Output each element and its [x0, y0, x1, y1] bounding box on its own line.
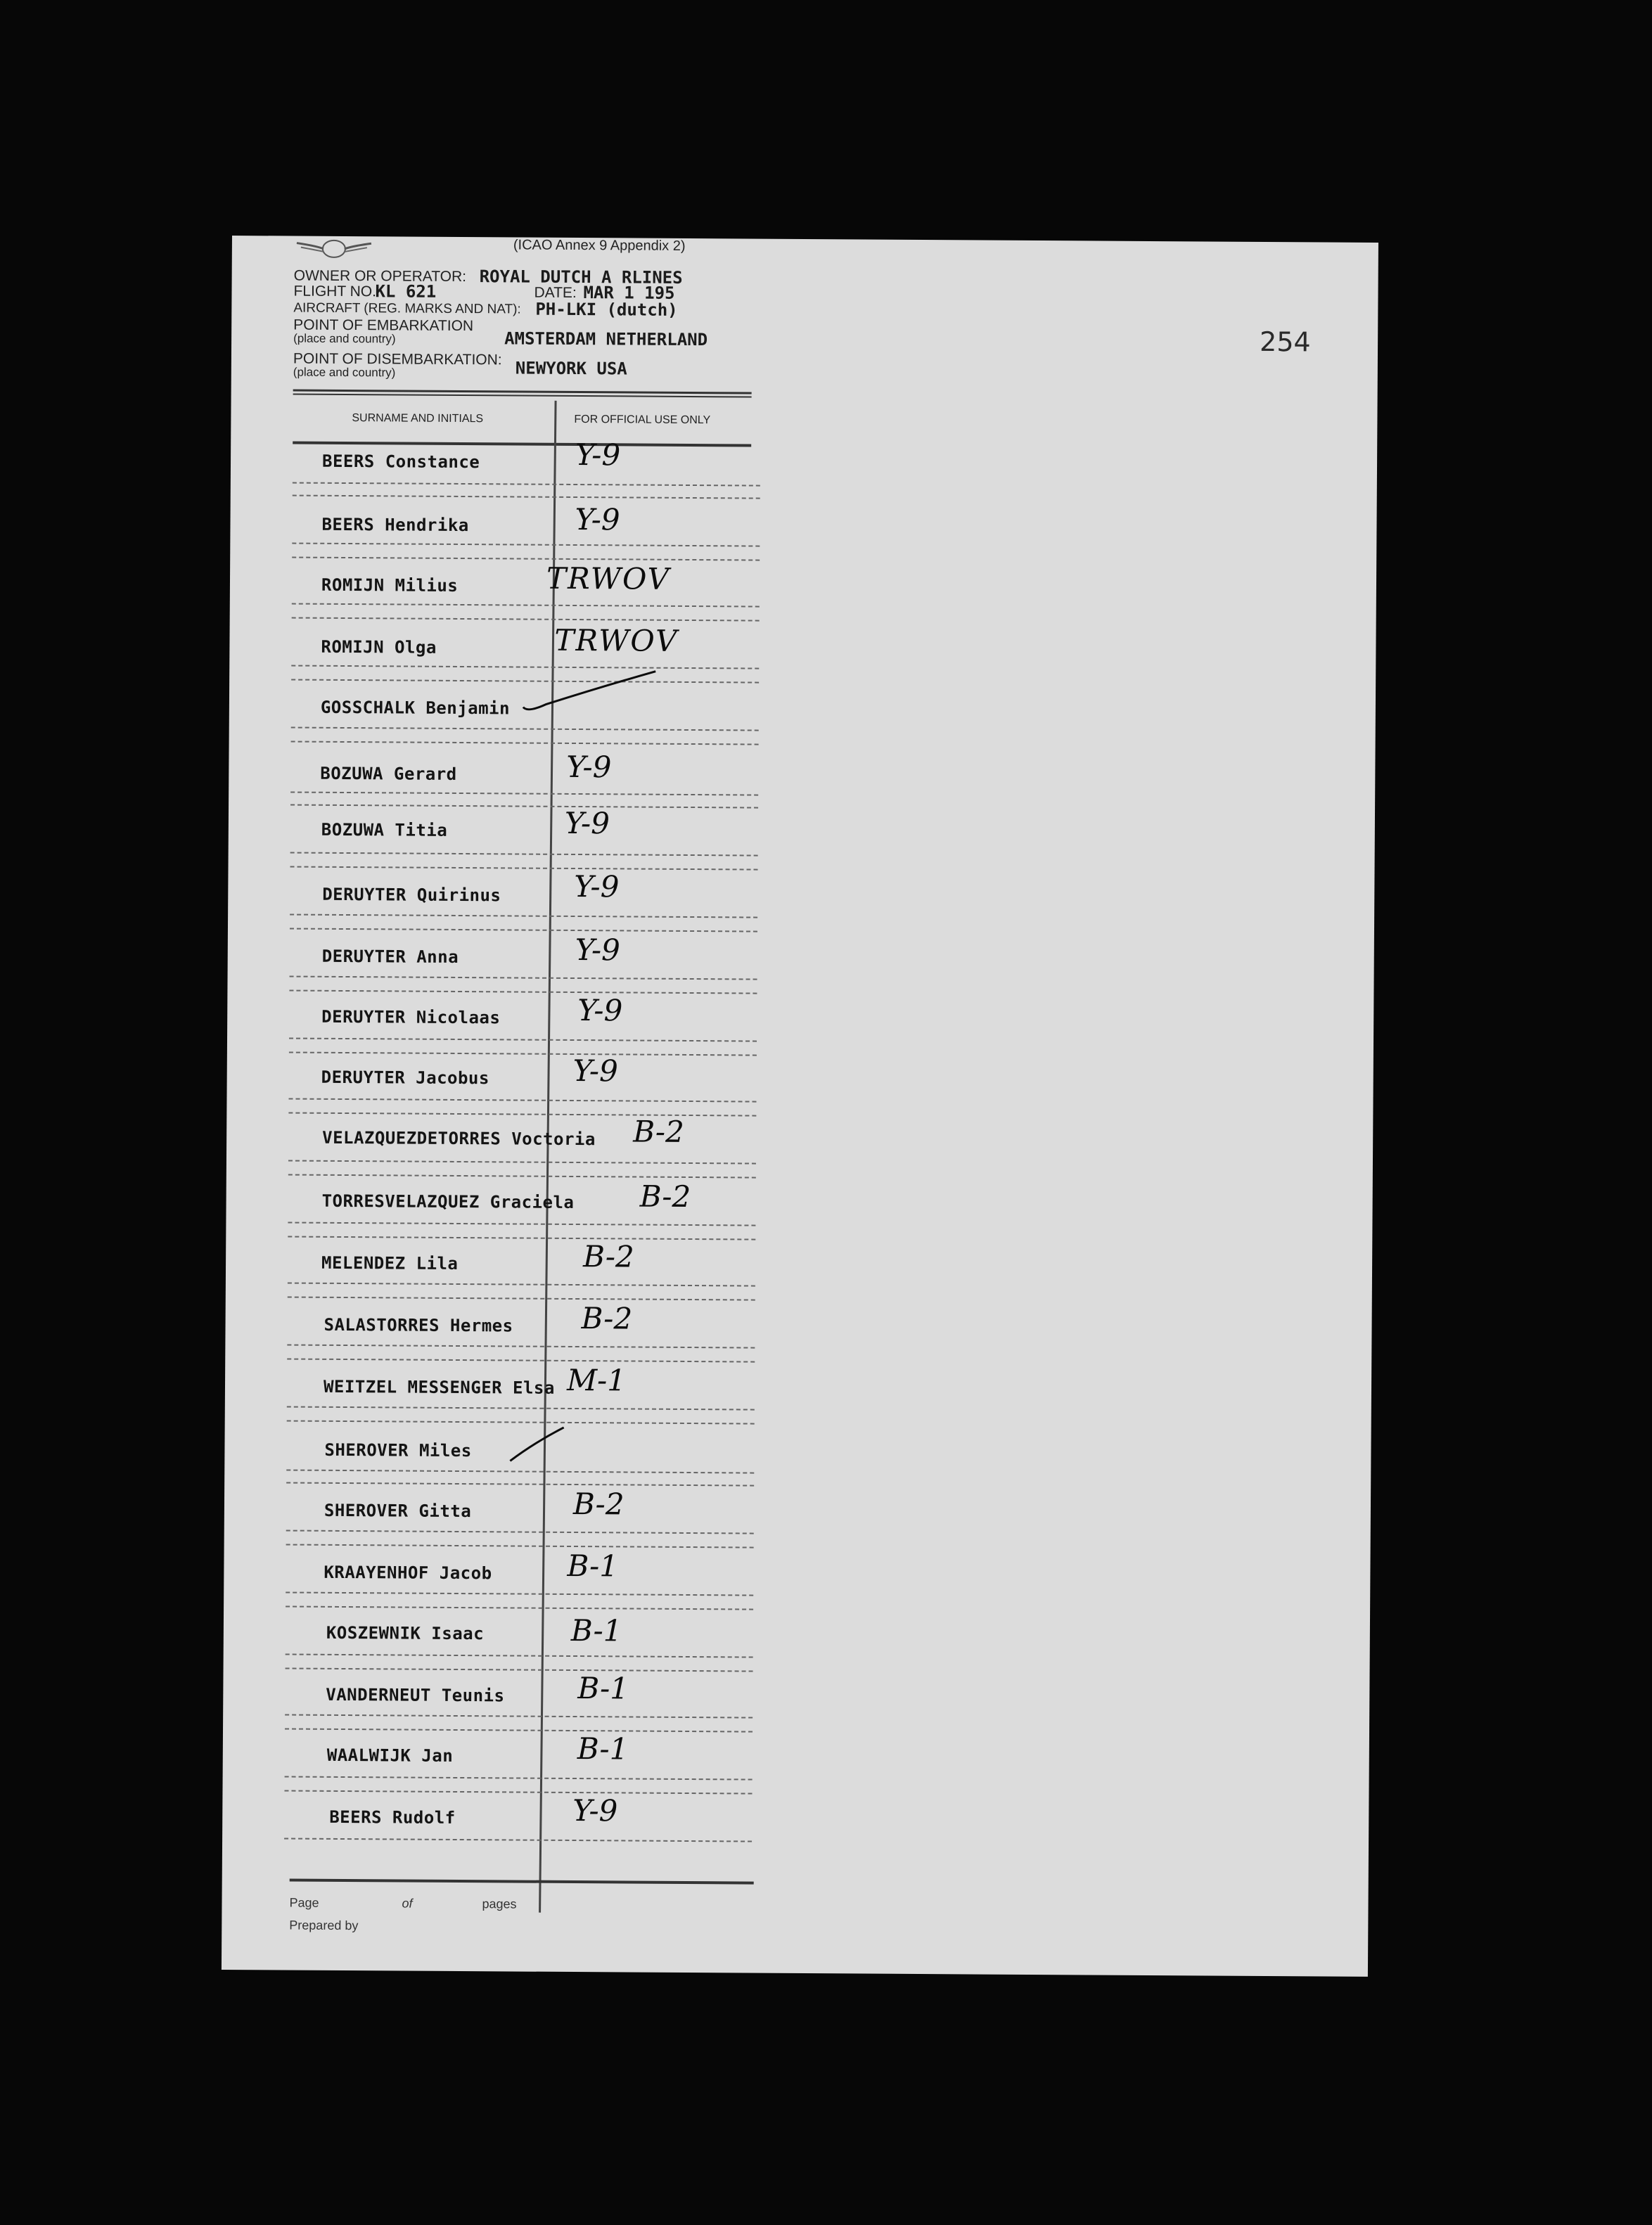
flight-label: FLIGHT NO. — [293, 283, 377, 300]
passenger-name: BEERS Constance — [321, 451, 480, 473]
date-value: MAR 1 195 — [583, 283, 675, 303]
passenger-name: WAALWIJK Jan — [326, 1745, 454, 1766]
official-mark: Y-9 — [564, 805, 610, 841]
official-mark: Y-9 — [575, 437, 621, 473]
official-mark: M-1 — [566, 1362, 627, 1398]
row-line — [285, 1714, 753, 1718]
row-line — [288, 1160, 756, 1165]
row-line — [293, 482, 760, 487]
passenger-name: ROMIJN Olga — [321, 636, 437, 658]
passenger-name: SALASTORRES Hermes — [324, 1314, 513, 1336]
official-mark: B-1 — [567, 1548, 619, 1584]
row-line — [290, 792, 758, 796]
row-line — [290, 804, 758, 809]
passenger-name: DERUYTER Jacobus — [321, 1067, 489, 1089]
footer-pages-label: pages — [482, 1897, 517, 1911]
row-line — [288, 1174, 756, 1179]
passenger-name: ROMIJN Milius — [321, 575, 459, 596]
row-line — [290, 852, 758, 857]
passenger-name: KRAAYENHOF Jacob — [324, 1562, 492, 1584]
row-line — [290, 928, 757, 932]
checkmark-icon — [518, 666, 665, 716]
row-line — [285, 1728, 753, 1732]
footer-prepared-label: Prepared by — [289, 1918, 359, 1933]
official-mark: Y-9 — [566, 749, 612, 785]
official-mark: Y-9 — [572, 1793, 618, 1828]
official-mark: Y-9 — [575, 932, 620, 968]
column-header-surname: SURNAME AND INITIALS — [352, 412, 484, 425]
passenger-name: SHEROVER Gitta — [324, 1500, 472, 1522]
official-mark: Y-9 — [577, 993, 623, 1028]
passenger-name: VANDERNEUT Teunis — [326, 1684, 505, 1706]
row-line — [286, 1470, 754, 1474]
airline-emblem-icon — [295, 236, 373, 264]
disembark-label-block: POINT OF DISEMBARKATION: (place and country) — [293, 350, 502, 380]
row-line — [292, 557, 760, 561]
row-line — [289, 1038, 757, 1042]
row-line — [291, 727, 759, 731]
embark-value: AMSTERDAM NETHERLAND — [504, 328, 708, 350]
checkmark-icon — [506, 1423, 569, 1466]
passenger-name: BEERS Rudolf — [329, 1807, 456, 1828]
row-line — [289, 1052, 757, 1056]
footer-of-label: of — [402, 1896, 413, 1911]
row-line — [287, 1345, 755, 1349]
official-mark: B-1 — [577, 1671, 629, 1706]
passenger-name: BOZUWA Gerard — [320, 763, 457, 784]
column-header-rule — [293, 442, 751, 447]
official-mark: B-2 — [582, 1239, 634, 1274]
row-line — [288, 1297, 755, 1301]
form-title: (ICAO Annex 9 Appendix 2) — [513, 237, 686, 254]
official-mark: B-2 — [581, 1301, 633, 1336]
owner-value: ROYAL DUTCH A RLINES — [479, 267, 683, 288]
row-line — [289, 990, 757, 994]
passenger-name: WEITZEL MESSENGER Elsa — [323, 1376, 555, 1398]
aircraft-value: PH-LKI (dutch) — [535, 299, 678, 320]
page-number: 254 — [1259, 326, 1311, 358]
row-line — [286, 1606, 753, 1610]
row-line — [286, 1592, 753, 1596]
date-label: DATE: — [534, 284, 577, 301]
passenger-name: TORRESVELAZQUEZ Graciela — [321, 1191, 575, 1212]
passenger-name: DERUYTER Nicolaas — [321, 1006, 501, 1028]
passenger-name: DERUYTER Quirinus — [322, 884, 501, 906]
row-line — [286, 1482, 754, 1487]
owner-label: OWNER OR OPERATOR: — [293, 267, 467, 286]
row-line — [288, 1098, 756, 1103]
row-line — [286, 1530, 754, 1534]
row-line — [288, 1222, 755, 1226]
row-line — [292, 543, 760, 547]
row-line — [290, 866, 758, 871]
passenger-name: MELENDEZ Lila — [321, 1252, 459, 1274]
official-mark: B-2 — [639, 1179, 691, 1214]
row-line — [288, 1112, 756, 1117]
row-line — [284, 1790, 752, 1794]
row-line — [291, 741, 759, 745]
row-line — [293, 495, 760, 499]
passenger-name: SHEROVER Miles — [324, 1439, 472, 1461]
passenger-name: DERUYTER Anna — [321, 946, 459, 967]
passenger-name: VELAZQUEZDETORRES Voctoria — [322, 1127, 596, 1150]
header-rule-2 — [293, 394, 752, 398]
column-header-official: FOR OFFICIAL USE ONLY — [574, 413, 711, 427]
official-mark: Y-9 — [574, 868, 620, 904]
manifest-page — [222, 236, 1378, 1977]
official-mark: B-2 — [633, 1114, 684, 1149]
passenger-name: BEERS Hendrika — [321, 514, 469, 536]
official-mark: B-1 — [577, 1731, 629, 1766]
footer-page-label: Page — [289, 1895, 319, 1910]
official-mark: Y-9 — [572, 1053, 618, 1089]
official-mark: TRWOV — [554, 622, 679, 658]
official-mark: Y-9 — [575, 501, 620, 537]
flight-value: KL 621 — [375, 281, 437, 302]
disembark-value: NEWYORK USA — [515, 358, 627, 379]
passenger-name: KOSZEWNIK Isaac — [326, 1622, 485, 1644]
row-line — [284, 1838, 752, 1842]
row-line — [287, 1359, 755, 1363]
passenger-name: GOSSCHALK Benjamin — [320, 697, 511, 719]
passenger-name: BOZUWA Titia — [321, 819, 448, 840]
row-line — [292, 617, 760, 622]
row-line — [287, 1406, 755, 1411]
row-line — [290, 976, 757, 980]
row-line — [286, 1667, 753, 1672]
official-mark: TRWOV — [546, 560, 671, 596]
official-mark: B-2 — [572, 1486, 625, 1522]
embark-label-block: POINT OF EMBARKATION (place and country) — [293, 316, 474, 346]
row-line — [286, 1654, 753, 1658]
footer-rule — [290, 1879, 754, 1885]
aircraft-label: AIRCRAFT (REG. MARKS AND NAT): — [293, 300, 521, 317]
row-line — [288, 1236, 755, 1240]
row-line — [290, 914, 757, 918]
row-line — [292, 603, 760, 608]
row-line — [286, 1544, 754, 1548]
row-line — [288, 1283, 755, 1287]
row-line — [285, 1776, 753, 1780]
official-mark: B-1 — [570, 1612, 622, 1648]
